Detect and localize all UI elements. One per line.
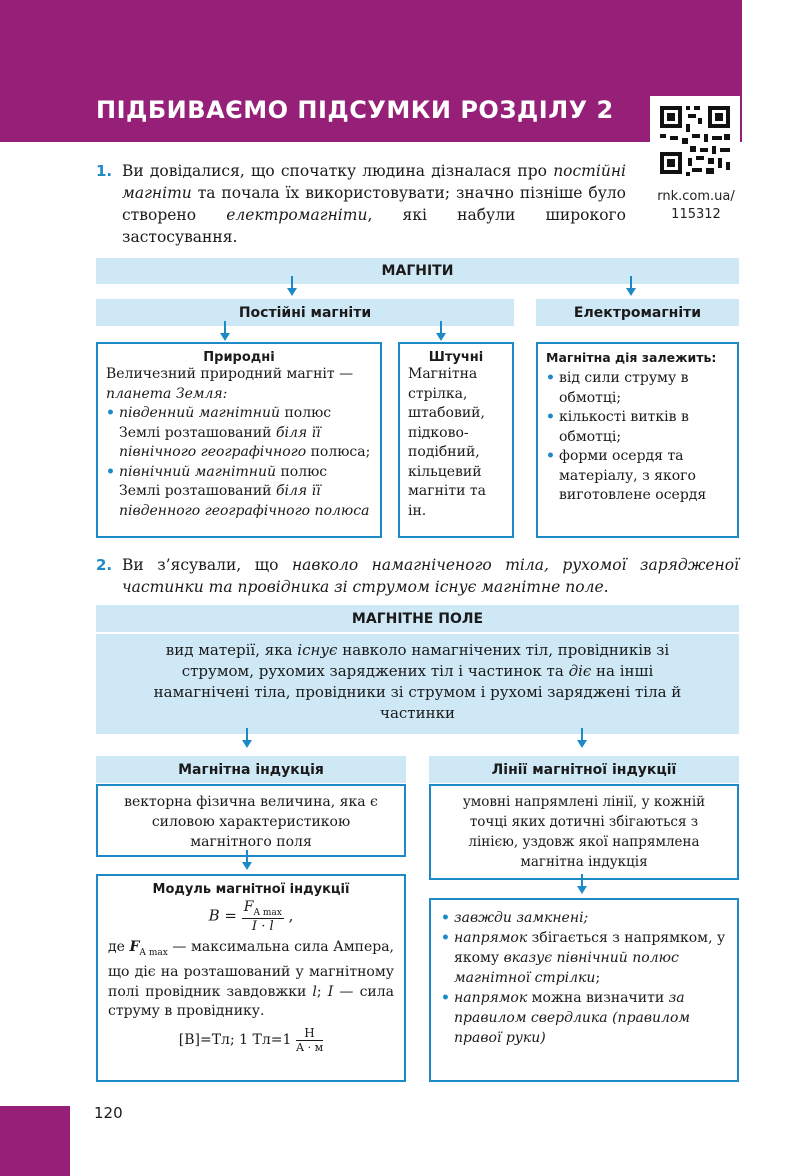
natural-magnets-text bbox=[106, 365, 372, 521]
magnetic-induction-header: Магнітна індукція bbox=[96, 756, 406, 783]
qr-link-text[interactable]: rnk.com.ua/ bbox=[657, 189, 735, 204]
arrow-down-icon bbox=[577, 886, 587, 894]
magnetic-field-header: МАГНІТНЕ ПОЛЕ bbox=[96, 605, 739, 632]
induction-lines-header: Лінії магнітної індукції bbox=[429, 756, 739, 783]
italic-run: біля її північного географічного bbox=[119, 424, 321, 460]
text-run: Ви з’ясували, що bbox=[122, 556, 292, 574]
magnetic-induction-definition: векторна фізична величина, яка є силовою характеристикою магнітного поля bbox=[124, 794, 378, 850]
section-1-text bbox=[122, 160, 626, 248]
unit-numerator: Н bbox=[296, 1026, 323, 1041]
text-run: — максимальна сила Ампера, що діє на розташований у магнітному полі провідник завдовжки bbox=[108, 938, 394, 1000]
formula-sub: A max bbox=[253, 907, 282, 918]
text-run: . bbox=[603, 578, 609, 596]
page-number: 120 bbox=[94, 1104, 123, 1122]
qr-code-icon bbox=[650, 96, 740, 184]
text-run: Величезний природний магніт — bbox=[106, 366, 354, 382]
text-run: полюс Землі розташований bbox=[119, 405, 332, 441]
list-item bbox=[106, 463, 372, 522]
qr-code[interactable] bbox=[650, 96, 740, 184]
list-item bbox=[106, 404, 372, 463]
list-item bbox=[441, 988, 727, 1048]
unit-denominator: А · м bbox=[295, 1040, 324, 1054]
text-run: ; bbox=[595, 970, 601, 986]
unit-text: [B]=Тл; 1 Тл=1 bbox=[178, 1031, 292, 1048]
list-item bbox=[441, 928, 727, 988]
artificial-magnets-box bbox=[398, 342, 514, 538]
artificial-magnets-text: Магнітна стрілка, штабовий, підковоподібний, кільцевий магніти та ін. bbox=[408, 366, 486, 519]
formula-numerator bbox=[242, 899, 284, 919]
induction-module-box bbox=[96, 874, 406, 1082]
text-run: полюса; bbox=[306, 444, 371, 460]
symbol-l: l bbox=[312, 983, 317, 1000]
arrow-down-icon bbox=[436, 333, 446, 341]
magnetic-field-definition bbox=[96, 634, 739, 734]
list-item: • форми осердя та матеріалу, з якого виготовлене осердя bbox=[546, 447, 729, 506]
permanent-magnets-header: Постійні магніти bbox=[96, 299, 514, 326]
italic-run: напрямок bbox=[454, 990, 528, 1006]
arrow-down-icon bbox=[220, 333, 230, 341]
symbol-i: I bbox=[327, 983, 334, 1000]
symbol-f: F bbox=[129, 938, 140, 955]
formula-f: F bbox=[243, 899, 254, 915]
text-run: збігається з напрямком, у якому bbox=[454, 930, 726, 966]
arrow-down-icon bbox=[626, 288, 636, 296]
induction-lines-definition: умовні напрямлені лінії, у кожній точці яких дотичні збігаються з лінією, уздовж якої напрямлена магнітна індукція bbox=[462, 794, 706, 870]
italic-run: вказує північний полюс магнітної стрілки bbox=[454, 950, 679, 986]
natural-magnets-title: Природні bbox=[203, 350, 275, 365]
text-run: навколо намагнічених тіл, провідників зі струмом, рухомих заряджених тіл і частинок та bbox=[181, 641, 670, 680]
unit-fraction bbox=[296, 1026, 323, 1054]
list-item: • від сили струму в обмотці; bbox=[546, 369, 729, 408]
induction-lines-definition-box bbox=[429, 784, 739, 880]
text-run: можна визначити bbox=[527, 990, 669, 1006]
qr-link-code[interactable]: 115312 bbox=[671, 207, 721, 222]
arrow-down-icon bbox=[242, 862, 252, 870]
text-run: , які набули широкого застосування. bbox=[122, 206, 626, 246]
formula-tail: , bbox=[288, 906, 294, 925]
formula-fraction bbox=[242, 899, 284, 934]
text-run: на інші намагнічені тіла, провідники зі струмом і рухомі заряджені тіла й частинки bbox=[153, 662, 682, 722]
formula-lhs: B = bbox=[208, 906, 237, 925]
list-item bbox=[441, 908, 727, 928]
section-2-number: 2. bbox=[96, 556, 113, 574]
artificial-magnets-title: Штучні bbox=[428, 350, 484, 365]
italic-run: електромагніти bbox=[226, 206, 368, 224]
electromagnets-header: Електромагніти bbox=[536, 299, 739, 326]
list-item: • кількості витків в обмотці; bbox=[546, 408, 729, 447]
induction-unit bbox=[108, 1026, 394, 1054]
page-title: ПІДБИВАЄМО ПІДСУМКИ РОЗДІЛУ 2 bbox=[96, 96, 614, 124]
electromagnet-depends-title: Магнітна дія залежить: bbox=[546, 350, 717, 365]
text-run: вид матерії, яка bbox=[165, 641, 298, 659]
electromagnet-depends-list bbox=[546, 369, 729, 506]
text-run: — сила струму в провіднику. bbox=[108, 983, 394, 1020]
arrow-down-icon bbox=[242, 740, 252, 748]
induction-where-text bbox=[108, 938, 394, 1022]
text-run: полюс Землі розташований bbox=[119, 463, 328, 499]
italic-run: завжди замкнені; bbox=[454, 910, 589, 926]
electromagnet-depends-box bbox=[536, 342, 739, 538]
italic-run: постійні магніти bbox=[122, 162, 626, 202]
arrow-down-icon bbox=[577, 740, 587, 748]
induction-lines-properties-box bbox=[429, 898, 739, 1082]
italic-run: діє bbox=[568, 662, 592, 680]
italic-run: південний магнітний bbox=[119, 405, 280, 421]
magnetic-induction-definition-box bbox=[96, 784, 406, 857]
induction-module-title: Модуль магнітної індукції bbox=[152, 882, 350, 897]
magnets-header: МАГНІТИ bbox=[96, 258, 739, 284]
italic-run: за правилом свердлика (правилом правої руки) bbox=[454, 990, 690, 1046]
italic-run: північний магнітний bbox=[119, 463, 277, 480]
section-1-number: 1. bbox=[96, 162, 113, 180]
text-run: та почала їх використовувати; значно пізніше було створено bbox=[122, 184, 626, 224]
italic-run: напрямок bbox=[454, 930, 528, 946]
natural-magnets-list bbox=[106, 404, 372, 521]
qr-link-caption[interactable] bbox=[644, 188, 748, 224]
text-run: де bbox=[108, 938, 130, 955]
italic-run: біля її південного географічного полюса bbox=[119, 483, 370, 519]
induction-lines-properties-list bbox=[441, 908, 727, 1048]
italic-run: навколо намагніченого тіла, рухомої зарядженої частинки та провідника зі струмом існує магнітне поле bbox=[122, 556, 739, 596]
symbol-sub: A max bbox=[139, 947, 168, 958]
italic-run: планета Земля: bbox=[106, 385, 228, 402]
arrow-down-icon bbox=[287, 288, 297, 296]
footer-tab bbox=[0, 1106, 70, 1176]
induction-formula bbox=[108, 899, 394, 934]
formula-denominator: I · l bbox=[251, 918, 274, 934]
text-run: ; bbox=[316, 983, 322, 1000]
text-run: Ви довідалися, що спочатку людина дізналася про bbox=[122, 162, 554, 180]
italic-run: існує bbox=[297, 641, 338, 659]
section-2-text bbox=[122, 554, 739, 598]
natural-magnets-box bbox=[96, 342, 382, 538]
